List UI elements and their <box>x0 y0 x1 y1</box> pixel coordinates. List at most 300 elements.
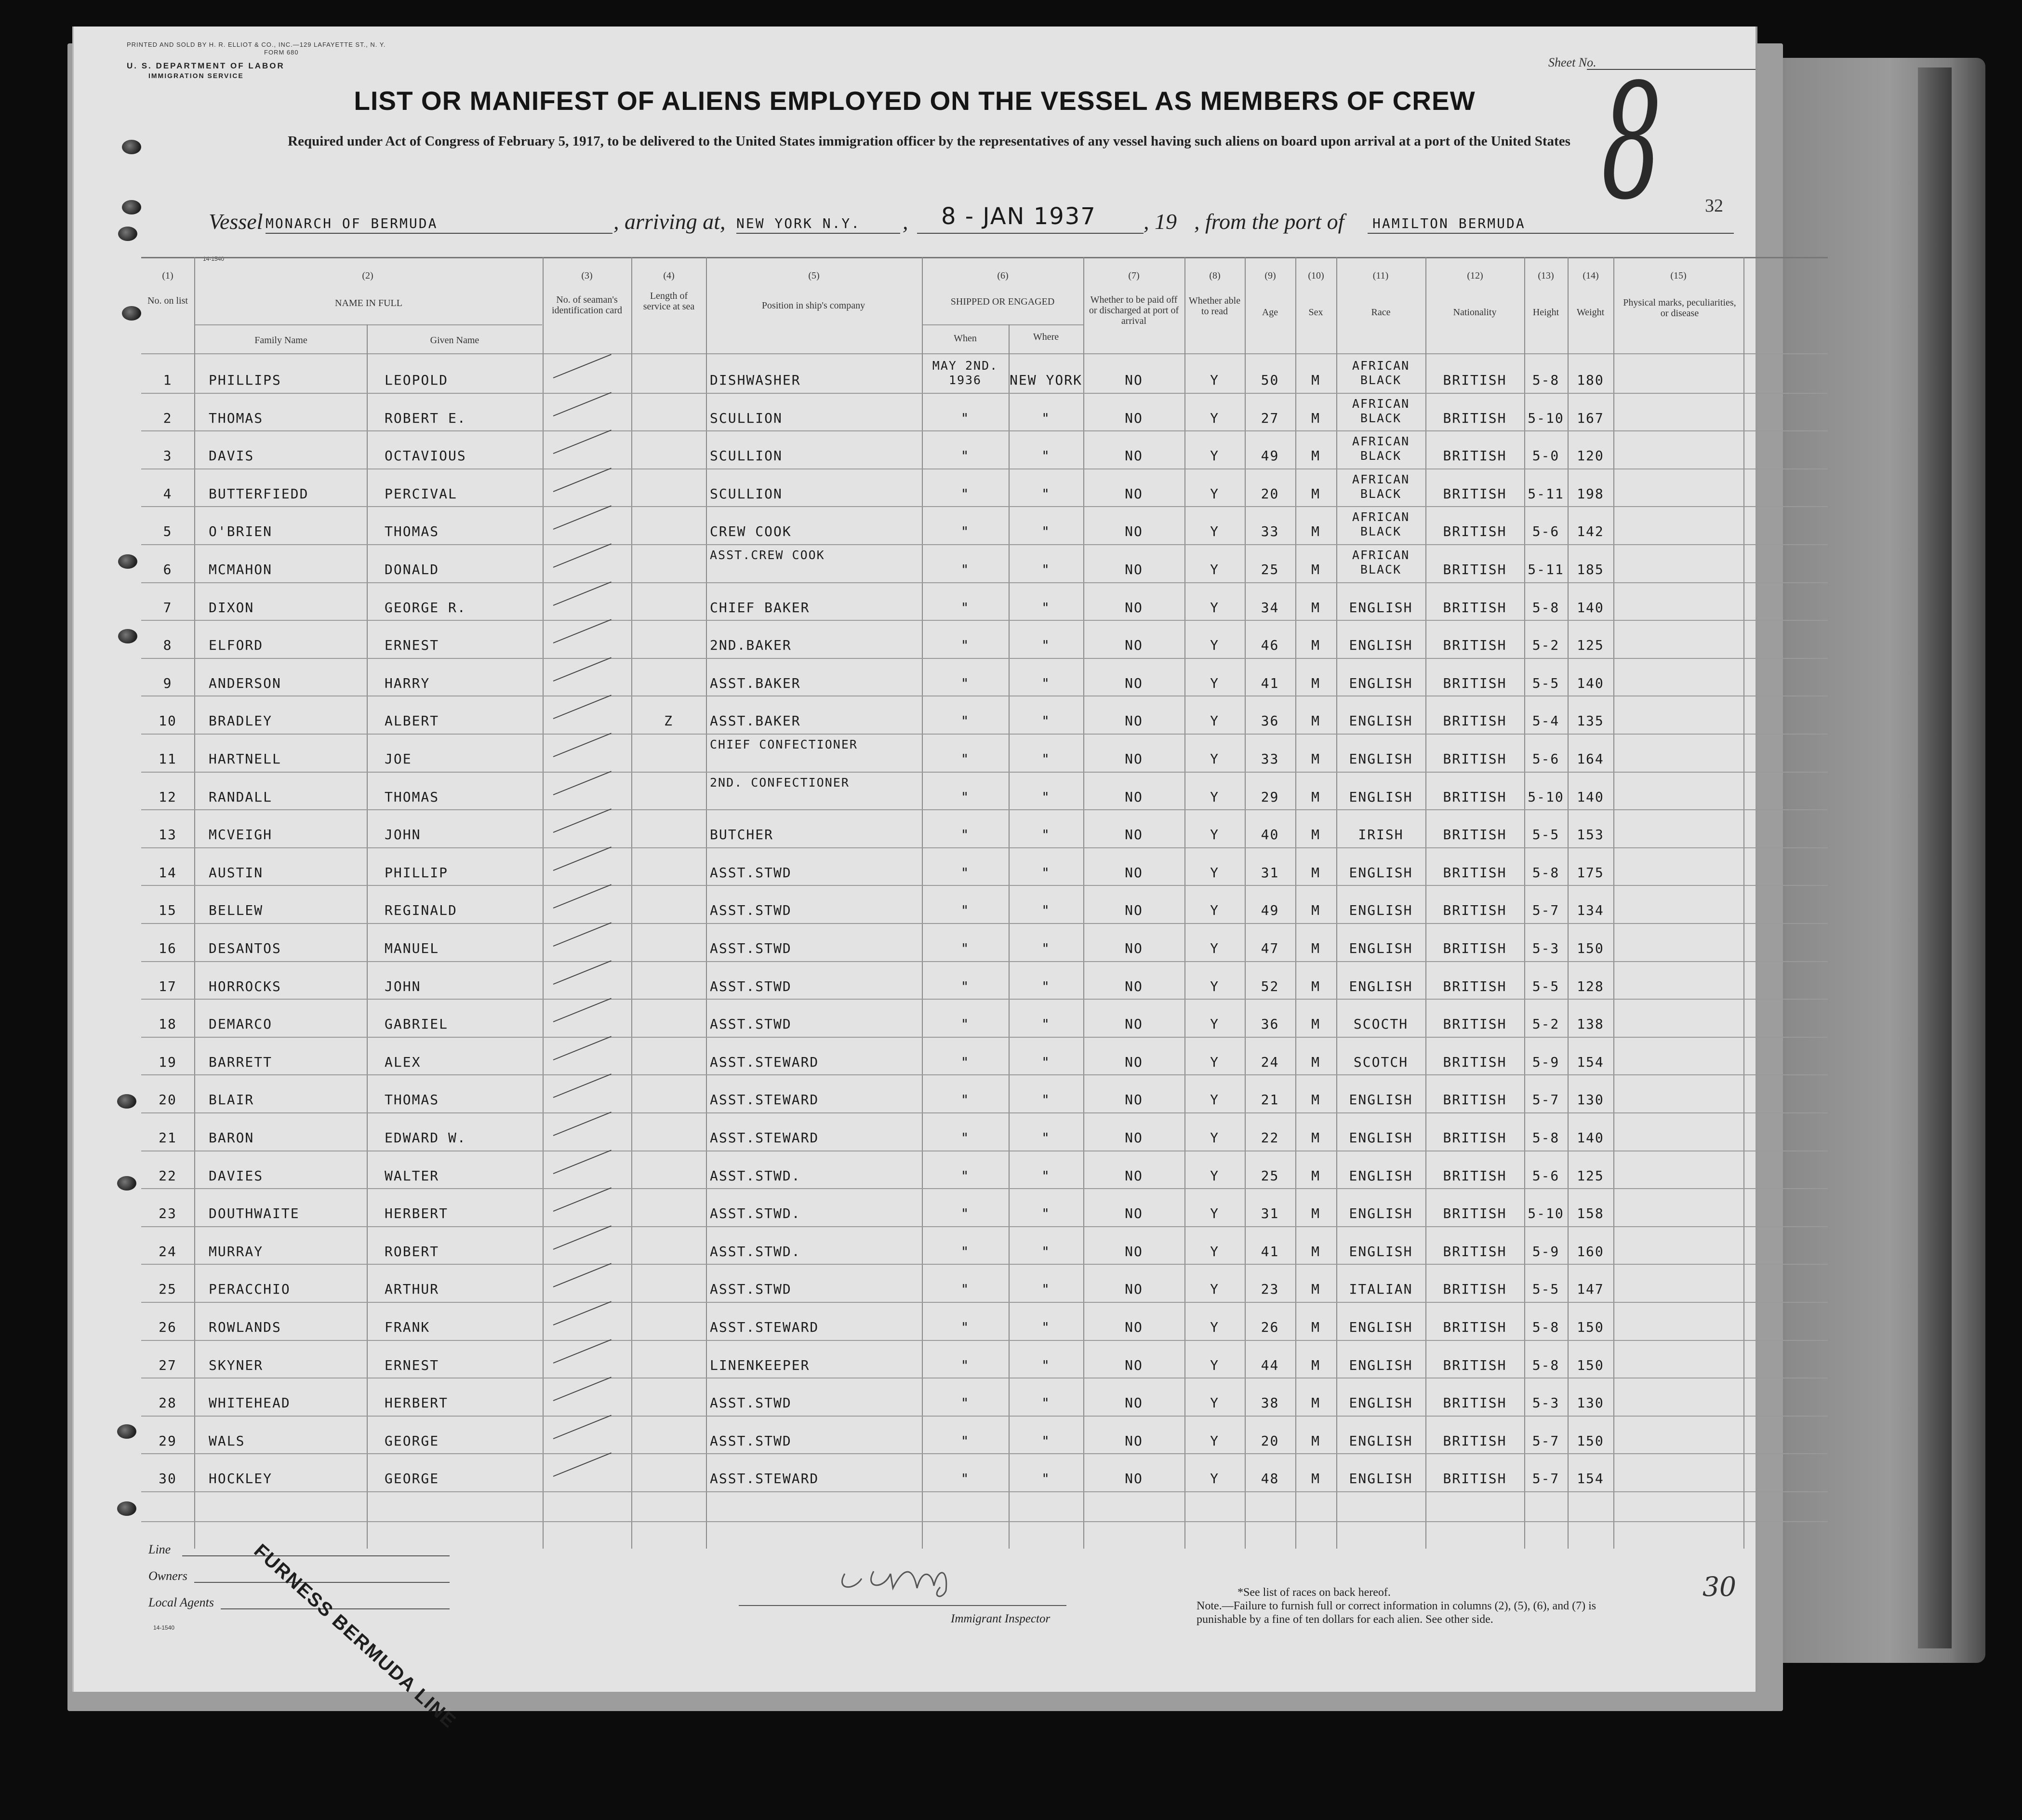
cell-where: " <box>1041 448 1051 464</box>
cell-family: MCVEIGH <box>209 827 273 843</box>
cell-read: Y <box>1210 372 1219 388</box>
cell-age: 34 <box>1261 599 1279 616</box>
cell-where: " <box>1041 1054 1051 1070</box>
cell-race: ENGLISH <box>1349 1395 1413 1411</box>
table-row <box>141 1378 1828 1416</box>
cell-race: ENGLISH <box>1349 902 1413 919</box>
cell-paid: NO <box>1125 940 1143 956</box>
cell-where: " <box>1041 637 1051 654</box>
cell-family: HOCKLEY <box>209 1471 273 1487</box>
cell-when: " <box>960 827 970 843</box>
header-height: Height <box>1532 307 1559 318</box>
table-row <box>141 1113 1828 1151</box>
cell-race: ENGLISH <box>1349 1205 1413 1222</box>
cell-where: " <box>1041 485 1051 502</box>
cell-when: " <box>960 1432 970 1449</box>
cell-position: LINENKEEPER <box>710 1357 810 1373</box>
cell-weight: 158 <box>1577 1205 1604 1222</box>
cell-where: " <box>1041 1395 1051 1411</box>
local-agents-label: Local Agents <box>148 1595 214 1609</box>
page-stamp: 32 <box>1705 196 1723 216</box>
date-stamp: 8 - JAN 1937 <box>941 203 1096 230</box>
cell-position: ASST.STWD. <box>710 1243 801 1259</box>
manifest-table <box>141 257 1828 1549</box>
cell-height: 5-5 <box>1532 675 1560 691</box>
cell-race: AFRICAN BLACK <box>1352 396 1410 425</box>
cell-no: 22 <box>159 1167 177 1184</box>
cell-nat: BRITISH <box>1443 902 1507 919</box>
cell-race: AFRICAN BLACK <box>1352 548 1410 576</box>
cell-when: " <box>960 675 970 691</box>
cell-when: " <box>960 1357 970 1373</box>
cell-sex: M <box>1311 448 1320 464</box>
header-where: Where <box>1033 332 1059 342</box>
cell-nat: BRITISH <box>1443 713 1507 729</box>
cell-nat: BRITISH <box>1443 1016 1507 1032</box>
cell-weight: 150 <box>1577 1357 1604 1373</box>
cell-age: 31 <box>1261 1205 1279 1222</box>
cell-when: MAY 2ND. 1936 <box>932 359 998 387</box>
cell-family: DIXON <box>209 599 254 616</box>
column-number: (11) <box>1372 270 1389 281</box>
cell-family: O'BRIEN <box>209 523 273 540</box>
seaman-card-mark <box>553 1415 612 1439</box>
cell-paid: NO <box>1125 523 1143 540</box>
cell-family: PHILLIPS <box>209 372 281 388</box>
cell-paid: NO <box>1125 448 1143 464</box>
cell-weight: 167 <box>1577 410 1604 426</box>
cell-race: ENGLISH <box>1349 675 1413 691</box>
cell-no: 10 <box>159 713 177 729</box>
header-nationality: Nationality <box>1453 307 1497 318</box>
cell-when: " <box>960 864 970 881</box>
manifest-page <box>72 27 1757 1732</box>
cell-where: " <box>1041 523 1051 540</box>
inspector-signature <box>772 1545 1023 1603</box>
cell-when: " <box>960 789 970 805</box>
cell-read: Y <box>1210 599 1219 616</box>
cell-no: 17 <box>159 978 177 994</box>
cell-paid: NO <box>1125 1395 1143 1411</box>
cell-given: HERBERT <box>385 1395 449 1411</box>
vessel-underline <box>266 233 612 234</box>
cell-race: ENGLISH <box>1349 864 1413 881</box>
cell-when: " <box>960 448 970 464</box>
cell-read: Y <box>1210 751 1219 767</box>
cell-race: ITALIAN <box>1349 1281 1413 1298</box>
cell-height: 5-5 <box>1532 1281 1560 1298</box>
cell-family: AUSTIN <box>209 864 264 881</box>
cell-paid: NO <box>1125 1319 1143 1335</box>
cell-age: 31 <box>1261 864 1279 881</box>
table-row <box>141 431 1828 469</box>
cell-read: Y <box>1210 864 1219 881</box>
cell-race: ENGLISH <box>1349 637 1413 654</box>
cell-paid: NO <box>1125 827 1143 843</box>
cell-position: ASST.STWD. <box>710 1167 801 1184</box>
cell-sex: M <box>1311 1243 1320 1259</box>
cell-age: 25 <box>1261 1167 1279 1184</box>
cell-height: 5-8 <box>1532 1319 1560 1335</box>
cell-given: REGINALD <box>385 902 457 919</box>
cell-given: FRANK <box>385 1319 430 1335</box>
cell-family: BELLEW <box>209 902 264 919</box>
cell-height: 5-5 <box>1532 827 1560 843</box>
date-underline <box>917 233 1144 234</box>
cell-age: 44 <box>1261 1357 1279 1373</box>
cell-read: Y <box>1210 1016 1219 1032</box>
cell-given: GEORGE R. <box>385 599 466 616</box>
cell-nat: BRITISH <box>1443 485 1507 502</box>
cell-family: BRADLEY <box>209 713 273 729</box>
cell-where: " <box>1041 827 1051 843</box>
punch-hole <box>118 554 137 569</box>
cell-when: " <box>960 1167 970 1184</box>
cell-height: 5-3 <box>1532 940 1560 956</box>
cell-given: HARRY <box>385 675 430 691</box>
cell-no: 26 <box>159 1319 177 1335</box>
cell-position: SCULLION <box>710 410 783 426</box>
cell-where: " <box>1041 1281 1051 1298</box>
cell-position: CHIEF CONFECTIONER <box>710 737 858 751</box>
cell-height: 5-6 <box>1532 751 1560 767</box>
cell-position: ASST.STWD <box>710 978 792 994</box>
cell-position: ASST.STWD <box>710 902 792 919</box>
seaman-card-mark <box>553 733 612 757</box>
cell-sex: M <box>1311 713 1320 729</box>
cell-height: 5-6 <box>1532 1167 1560 1184</box>
cell-no: 18 <box>159 1016 177 1032</box>
cell-paid: NO <box>1125 562 1143 577</box>
cell-paid: NO <box>1125 789 1143 805</box>
cell-given: EDWARD W. <box>385 1130 466 1146</box>
cell-nat: BRITISH <box>1443 562 1507 577</box>
cell-family: ANDERSON <box>209 675 281 691</box>
cell-weight: 130 <box>1577 1395 1604 1411</box>
seaman-card-mark <box>553 998 612 1023</box>
cell-when: " <box>960 751 970 767</box>
cell-when: " <box>960 485 970 502</box>
seaman-card-mark <box>553 922 612 947</box>
cell-sex: M <box>1311 675 1320 691</box>
cell-read: Y <box>1210 789 1219 805</box>
cell-no: 4 <box>163 485 173 502</box>
cell-weight: 153 <box>1577 827 1604 843</box>
cell-sex: M <box>1311 1167 1320 1184</box>
column-number: (5) <box>808 270 820 281</box>
cell-given: ARTHUR <box>385 1281 439 1298</box>
printer-imprint <box>127 41 386 56</box>
table-row <box>141 1417 1828 1454</box>
cell-age: 41 <box>1261 1243 1279 1259</box>
cell-height: 5-5 <box>1532 978 1560 994</box>
sheet-label: Sheet No. <box>1548 55 1596 69</box>
cell-paid: NO <box>1125 599 1143 616</box>
column-number: (14) <box>1583 270 1599 281</box>
cell-when: " <box>960 1130 970 1146</box>
cell-when: " <box>960 978 970 994</box>
cell-race: ENGLISH <box>1349 1357 1413 1373</box>
cell-height: 5-7 <box>1532 1432 1560 1449</box>
cell-height: 5-2 <box>1532 1016 1560 1032</box>
cell-position: ASST.STEWARD <box>710 1130 819 1146</box>
seaman-card-mark <box>553 1377 612 1402</box>
cell-family: DEMARCO <box>209 1016 273 1032</box>
cell-race: ENGLISH <box>1349 1243 1413 1259</box>
cell-race: IRISH <box>1358 827 1404 843</box>
cell-when: " <box>960 713 970 729</box>
cell-race: SCOCTH <box>1353 1016 1409 1032</box>
cell-no: 16 <box>159 940 177 956</box>
seaman-card-mark <box>553 1263 612 1288</box>
punch-hole <box>118 227 137 241</box>
cell-paid: NO <box>1125 1054 1143 1070</box>
seaman-card-mark <box>553 1453 612 1477</box>
cell-sex: M <box>1311 410 1320 426</box>
cell-no: 28 <box>159 1395 177 1411</box>
cell-position: ASST.STWD <box>710 1432 792 1449</box>
seaman-card-mark <box>553 846 612 871</box>
seaman-card-mark <box>553 392 612 416</box>
cell-where: NEW YORK <box>1010 372 1082 388</box>
column-number: (9) <box>1264 270 1276 281</box>
header-sex: Sex <box>1308 307 1323 318</box>
seaman-card-mark <box>553 884 612 909</box>
cell-weight: 150 <box>1577 1319 1604 1335</box>
cell-weight: 147 <box>1577 1281 1604 1298</box>
cell-no: 7 <box>163 599 173 616</box>
cell-read: Y <box>1210 1319 1219 1335</box>
cell-family: DESANTOS <box>209 940 281 956</box>
cell-where: " <box>1041 1471 1051 1487</box>
cell-sex: M <box>1311 978 1320 994</box>
inspector-underline <box>739 1605 1066 1606</box>
cell-age: 26 <box>1261 1319 1279 1335</box>
header-when: When <box>954 333 977 344</box>
cell-sex: M <box>1311 1471 1320 1487</box>
cell-sex: M <box>1311 1016 1320 1032</box>
cell-weight: 125 <box>1577 1167 1604 1184</box>
cell-where: " <box>1041 1432 1051 1449</box>
cell-sex: M <box>1311 1357 1320 1373</box>
cell-age: 20 <box>1261 1432 1279 1449</box>
cell-weight: 175 <box>1577 864 1604 881</box>
cell-height: 5-8 <box>1532 372 1560 388</box>
seaman-card-mark <box>553 1150 612 1174</box>
cell-weight: 140 <box>1577 599 1604 616</box>
cell-when: " <box>960 1281 970 1298</box>
cell-sex: M <box>1311 1130 1320 1146</box>
table-bottom-rule <box>141 1521 1828 1522</box>
alien-count: 30 <box>1703 1571 1736 1602</box>
seaman-card-mark <box>553 468 612 492</box>
cell-nat: BRITISH <box>1443 827 1507 843</box>
cell-no: 21 <box>159 1130 177 1146</box>
cell-age: 22 <box>1261 1130 1279 1146</box>
inspector-label: Immigrant Inspector <box>951 1612 1051 1625</box>
cell-nat: BRITISH <box>1443 1319 1507 1335</box>
cell-position: 2ND. CONFECTIONER <box>710 775 850 790</box>
cell-position: ASST.STWD. <box>710 1205 801 1222</box>
cell-where: " <box>1041 1130 1051 1146</box>
seaman-card-mark <box>553 1225 612 1250</box>
cell-read: Y <box>1210 485 1219 502</box>
cell-read: Y <box>1210 1054 1219 1070</box>
cell-paid: NO <box>1125 864 1143 881</box>
cell-where: " <box>1041 1357 1051 1373</box>
cell-given: GEORGE <box>385 1471 439 1487</box>
table-row <box>141 545 1828 583</box>
table-row <box>141 583 1828 621</box>
cell-position: SCULLION <box>710 448 783 464</box>
cell-when: " <box>960 940 970 956</box>
cell-race: AFRICAN BLACK <box>1352 359 1410 387</box>
cell-where: " <box>1041 713 1051 729</box>
cell-paid: NO <box>1125 1092 1143 1108</box>
cell-no: 20 <box>159 1092 177 1108</box>
cell-where: " <box>1041 1243 1051 1259</box>
cell-family: DAVIES <box>209 1167 264 1184</box>
cell-age: 49 <box>1261 902 1279 919</box>
cell-family: PERACCHIO <box>209 1281 291 1298</box>
cell-where: " <box>1041 1319 1051 1335</box>
cell-weight: 134 <box>1577 902 1604 919</box>
cell-nat: BRITISH <box>1443 1395 1507 1411</box>
cell-when: " <box>960 410 970 426</box>
column-number: (8) <box>1209 270 1221 281</box>
cell-when: " <box>960 902 970 919</box>
races-note: *See list of races on back hereof. <box>1237 1586 1391 1599</box>
column-number: (6) <box>997 270 1009 281</box>
cell-height: 5-11 <box>1528 485 1564 502</box>
cell-nat: BRITISH <box>1443 523 1507 540</box>
cell-sex: M <box>1311 1281 1320 1298</box>
cell-nat: BRITISH <box>1443 1054 1507 1070</box>
cell-height: 5-9 <box>1532 1054 1560 1070</box>
cell-paid: NO <box>1125 410 1143 426</box>
cell-race: ENGLISH <box>1349 599 1413 616</box>
cell-race: ENGLISH <box>1349 713 1413 729</box>
cell-no: 27 <box>159 1357 177 1373</box>
cell-age: 24 <box>1261 1054 1279 1070</box>
cell-height: 5-0 <box>1532 448 1560 464</box>
cell-age: 46 <box>1261 637 1279 654</box>
cell-age: 40 <box>1261 827 1279 843</box>
cell-race: AFRICAN BLACK <box>1352 434 1410 463</box>
cell-read: Y <box>1210 1432 1219 1449</box>
punch-hole <box>122 200 141 214</box>
cell-read: Y <box>1210 562 1219 577</box>
cell-position: ASST.STEWARD <box>710 1054 819 1070</box>
column-number: (13) <box>1538 270 1554 281</box>
cell-weight: 140 <box>1577 675 1604 691</box>
cell-family: RANDALL <box>209 789 273 805</box>
cell-when: " <box>960 562 970 577</box>
cell-no: 19 <box>159 1054 177 1070</box>
column-number: (4) <box>663 270 675 281</box>
seaman-card-mark <box>553 657 612 682</box>
column-number: (7) <box>1128 270 1140 281</box>
cell-where: " <box>1041 410 1051 426</box>
cell-family: WHITEHEAD <box>209 1395 291 1411</box>
line-label: Line <box>148 1542 171 1556</box>
arriving-label: , arriving at, <box>613 209 726 234</box>
cell-where: " <box>1041 864 1051 881</box>
cell-when: " <box>960 599 970 616</box>
cell-weight: 198 <box>1577 485 1604 502</box>
cell-family: MCMAHON <box>209 562 273 577</box>
form-number: FORM 680 <box>264 49 299 56</box>
cell-nat: BRITISH <box>1443 978 1507 994</box>
cell-given: THOMAS <box>385 523 439 540</box>
cell-position: ASST.STEWARD <box>710 1471 819 1487</box>
cell-paid: NO <box>1125 637 1143 654</box>
ledger-spine <box>1918 67 1952 1648</box>
cell-no: 30 <box>159 1471 177 1487</box>
cell-position: ASST.CREW COOK <box>710 548 825 562</box>
cell-age: 52 <box>1261 978 1279 994</box>
cell-where: " <box>1041 902 1051 919</box>
cell-where: " <box>1041 751 1051 767</box>
cell-age: 41 <box>1261 675 1279 691</box>
seaman-card-mark <box>553 960 612 985</box>
cell-sex: M <box>1311 1205 1320 1222</box>
cell-position: 2ND.BAKER <box>710 637 792 654</box>
cell-weight: 125 <box>1577 637 1604 654</box>
shipped-rule <box>922 324 1083 325</box>
cell-position: ASST.STWD <box>710 864 792 881</box>
form-code-top: 14-1540 <box>203 255 225 262</box>
column-number: (12) <box>1467 270 1483 281</box>
cell-height: 5-10 <box>1528 410 1564 426</box>
cell-where: " <box>1041 562 1051 577</box>
cell-where: " <box>1041 1092 1051 1108</box>
table-row <box>141 1341 1828 1378</box>
cell-sex: M <box>1311 751 1320 767</box>
seaman-card-mark <box>553 354 612 378</box>
cell-given: ERNEST <box>385 637 439 654</box>
cell-race: ENGLISH <box>1349 940 1413 956</box>
cell-sex: M <box>1311 1054 1320 1070</box>
cell-when: " <box>960 1092 970 1108</box>
cell-race: AFRICAN BLACK <box>1352 510 1410 539</box>
cell-read: Y <box>1210 637 1219 654</box>
cell-no: 23 <box>159 1205 177 1222</box>
cell-read: Y <box>1210 1130 1219 1146</box>
cell-paid: NO <box>1125 1130 1143 1146</box>
cell-nat: BRITISH <box>1443 940 1507 956</box>
cell-read: Y <box>1210 675 1219 691</box>
cell-height: 5-4 <box>1532 713 1560 729</box>
table-row <box>141 696 1828 734</box>
column-number: (3) <box>581 270 593 281</box>
cell-nat: BRITISH <box>1443 789 1507 805</box>
header-weight: Weight <box>1576 307 1605 318</box>
cell-given: PERCIVAL <box>385 485 457 502</box>
cell-weight: 154 <box>1577 1471 1604 1487</box>
cell-paid: NO <box>1125 1357 1143 1373</box>
cell-no: 29 <box>159 1432 177 1449</box>
cell-family: SKYNER <box>209 1357 264 1373</box>
header-position: Position in ship's company <box>761 300 865 311</box>
cell-nat: BRITISH <box>1443 410 1507 426</box>
table-row <box>141 507 1828 545</box>
table-row <box>141 810 1828 848</box>
cell-no: 5 <box>163 523 173 540</box>
seaman-card-mark <box>553 1339 612 1364</box>
header-no-on-list: No. on list <box>147 295 188 306</box>
cell-given: GEORGE <box>385 1432 439 1449</box>
